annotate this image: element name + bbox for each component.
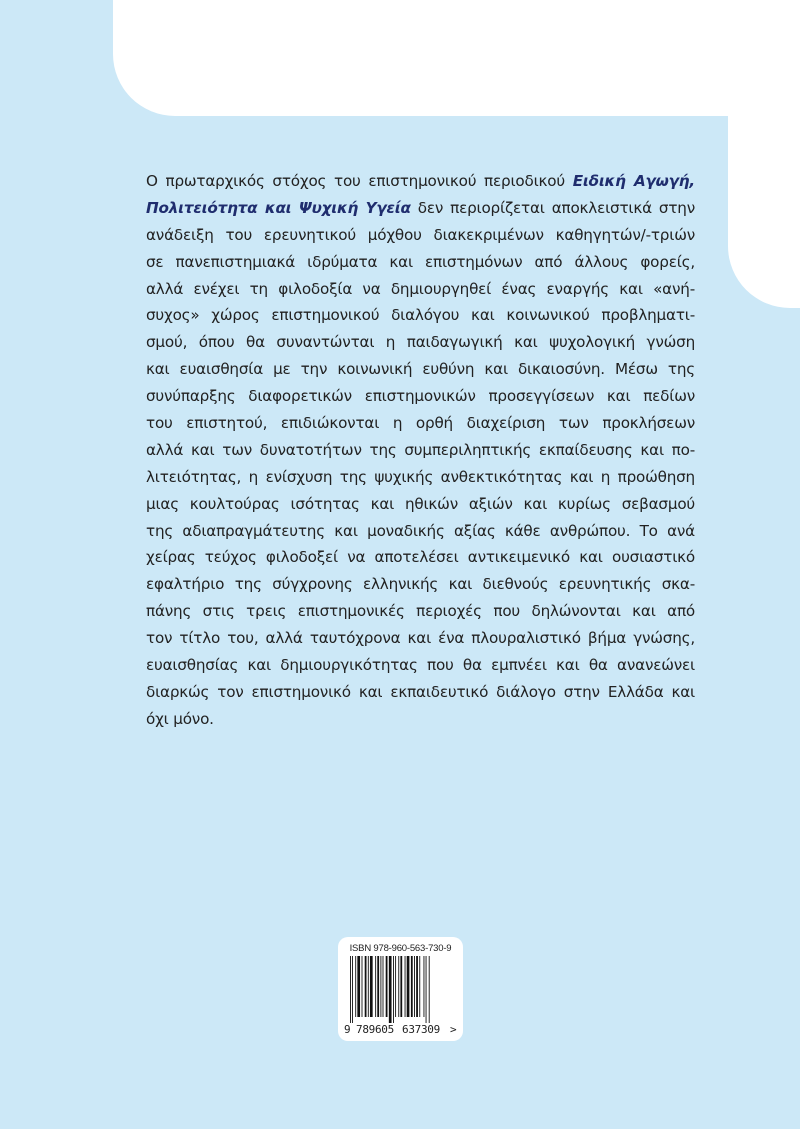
isbn-barcode: [338, 937, 463, 1041]
text-line: εφαλτήριο της σύγχρονης ελληνικής και διεθνούς ερευνητικής σκα-: [146, 575, 695, 594]
barcode-bars: [350, 956, 453, 1023]
barcode-bar: [362, 956, 363, 1017]
barcode-bar: [414, 956, 415, 1017]
text-line: ευαισθησίας και δημιουργικότητας που θα εμπνέει και θα ανανεώνει: [146, 656, 695, 675]
barcode-bar: [424, 956, 425, 1017]
barcode-bar: [416, 956, 418, 1017]
text-line: συνύπαρξης διαφορετικών επιστημονικών προσεγγίσεων και πεδίων: [146, 387, 695, 406]
barcode-bar: [395, 956, 396, 1017]
barcode-digits-left: 789605: [356, 1023, 394, 1036]
text-line: [146, 168, 695, 195]
barcode-bar: [398, 956, 399, 1017]
text-line: και ευαισθησία με την κοινωνική ευθύνη και δικαιοσύνη. Μέσω της: [146, 360, 695, 379]
text-line: αλλά και των δυνατοτήτων της συμπεριληπτικής εκπαίδευσης και πο-: [146, 440, 695, 459]
text-line: του επιστητού, επιδιώκονται η ορθή διαχείριση των προκλήσεων: [146, 414, 695, 433]
journal-title-emphasis: Πολιτειότητα και Ψυχική Υγεία: [146, 198, 411, 217]
barcode-bar: [375, 956, 376, 1017]
barcode-bar: [365, 956, 367, 1017]
barcode-bar: [405, 956, 406, 1017]
text-line: της αδιαπραγμάτευτης και μοναδικής αξίας κάθε ανθρώπου. Το ανά: [146, 521, 695, 540]
text-line: τον τίτλο του, αλλά ταυτόχρονα και ένα πλουραλιστικό βήμα γνώσης,: [146, 629, 695, 648]
barcode-bar: [393, 956, 394, 1023]
barcode-bar: [380, 956, 381, 1017]
barcode-bar: [383, 956, 384, 1017]
isbn-label: ISBN 978-960-563-730-9: [349, 943, 452, 954]
text-line: αλλά ενέχει τη φιλοδοξία να δημιουργηθεί ένας εναργής και «ανή-: [146, 279, 695, 298]
barcode-bar: [419, 956, 420, 1017]
text-line: σμού, όπου θα συναντώνται η παιδαγωγική και ψυχολογική γνώση: [146, 333, 695, 352]
barcode-bar: [411, 956, 413, 1017]
barcode-bar: [352, 956, 353, 1023]
back-cover-description: [146, 168, 695, 733]
barcode-bar: [407, 956, 410, 1017]
barcode-digits: [344, 1023, 456, 1036]
text-line: σε πανεπιστημιακά ιδρύματα και επιστημόνων από άλλους φορείς,: [146, 252, 695, 271]
text-line-segment: δεν περιορίζεται αποκλειστικά στην: [410, 198, 695, 217]
text-line: πάνης στις τρεις επιστημονικές περιοχές που δηλώνονται και από: [146, 602, 695, 621]
barcode-bar: [355, 956, 356, 1017]
text-line-segment: Ο πρωταρχικός στόχος του επιστημονικού περιοδικού: [146, 172, 573, 190]
barcode-bar: [350, 956, 351, 1023]
text-line: ανάδειξη του ερευνητικού μόχθου διακεκριμένων καθηγητών/-τριών: [146, 225, 695, 244]
barcode-bar: [389, 956, 392, 1023]
text-line: χείρας τεύχος φιλοδοξεί να αποτελέσει αντικειμενικό και ουσιαστικό: [146, 548, 695, 567]
barcode-bar: [357, 956, 360, 1017]
barcode-bar: [370, 956, 373, 1017]
barcode-digits-right: 637309: [402, 1023, 440, 1036]
barcode-bar: [386, 956, 388, 1017]
barcode-arrow: >: [450, 1023, 457, 1036]
top-white-band: [113, 0, 800, 116]
text-line: μιας κουλτούρας ισότητας και ηθικών αξιών και κυρίως σεβασμού: [146, 494, 695, 513]
journal-title-emphasis: Ειδική Αγωγή,: [572, 172, 695, 190]
barcode-bar: [400, 956, 402, 1017]
barcode-bar: [426, 956, 427, 1023]
right-white-strip: [728, 0, 800, 308]
text-line: διαρκώς τον επιστημονικό και εκπαιδευτικό διάλογο στην Ελλάδα και: [146, 682, 695, 701]
text-line: συχος» χώρος επιστημονικού διαλόγου και κοινωνικού προβληματι-: [146, 306, 695, 325]
barcode-bar: [429, 956, 430, 1023]
barcode-bar: [368, 956, 369, 1017]
barcode-digit-first: 9: [344, 1023, 351, 1036]
text-line: [146, 195, 695, 222]
barcode-bar: [377, 956, 379, 1017]
text-line: λιτειότητας, η ενίσχυση της ψυχικής ανθεκτικότητας και η προώθηση: [146, 467, 695, 486]
text-line: όχι μόνο.: [146, 709, 214, 728]
